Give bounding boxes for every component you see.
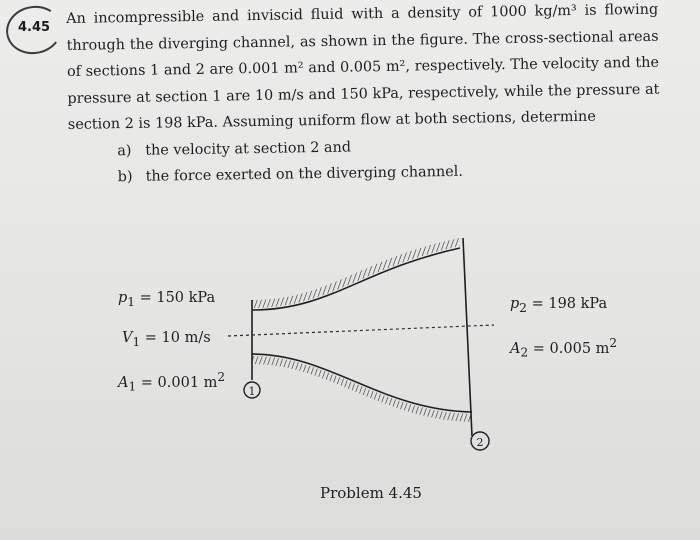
- section-1-velocity-label: $V_1 = 10$ m/s: [122, 330, 211, 349]
- channel-centerline: [228, 325, 494, 336]
- part-b-text: the force exerted on the diverging channel.: [145, 163, 464, 185]
- upper-wall-hatching: [252, 238, 460, 308]
- section-1-number: 1: [248, 385, 256, 398]
- section-1-area-label: $A_1 = 0.001$ $m^2$: [118, 370, 226, 394]
- part-a-text: the velocity at section 2 and: [145, 139, 352, 159]
- part-b-tag: b): [117, 168, 133, 185]
- lower-wall-hatching: [252, 356, 472, 422]
- section-2-number: 2: [476, 436, 484, 449]
- problem-number: 4.45: [18, 20, 51, 35]
- part-a-tag: a): [117, 142, 132, 159]
- figure-caption: Problem 4.45: [320, 484, 422, 502]
- section-1-pressure-label: $p_1 = 150$ kPa: [118, 290, 216, 309]
- section-2-line: [463, 238, 472, 436]
- section-2-area-label: $A_2 = 0.005$ $m^2$: [510, 336, 618, 360]
- section-2-pressure-label: $p_2 = 198$ kPa: [510, 296, 608, 315]
- problem-paragraph: An incompressible and inviscid fluid with a density of 1000 kg/m³ is flowing through the diverging channel, as shown in the figure. The cross-sectional areas of sections 1 and 2 are 0.001 m² and 0.005 m², respectively. The velocity and the pressure at section 1 are 10 m/s and 150 kPa, respectively, while the pressure at section 2 is 198 kPa. Assuming uniform flow at both sections, determine: [66, 1, 660, 133]
